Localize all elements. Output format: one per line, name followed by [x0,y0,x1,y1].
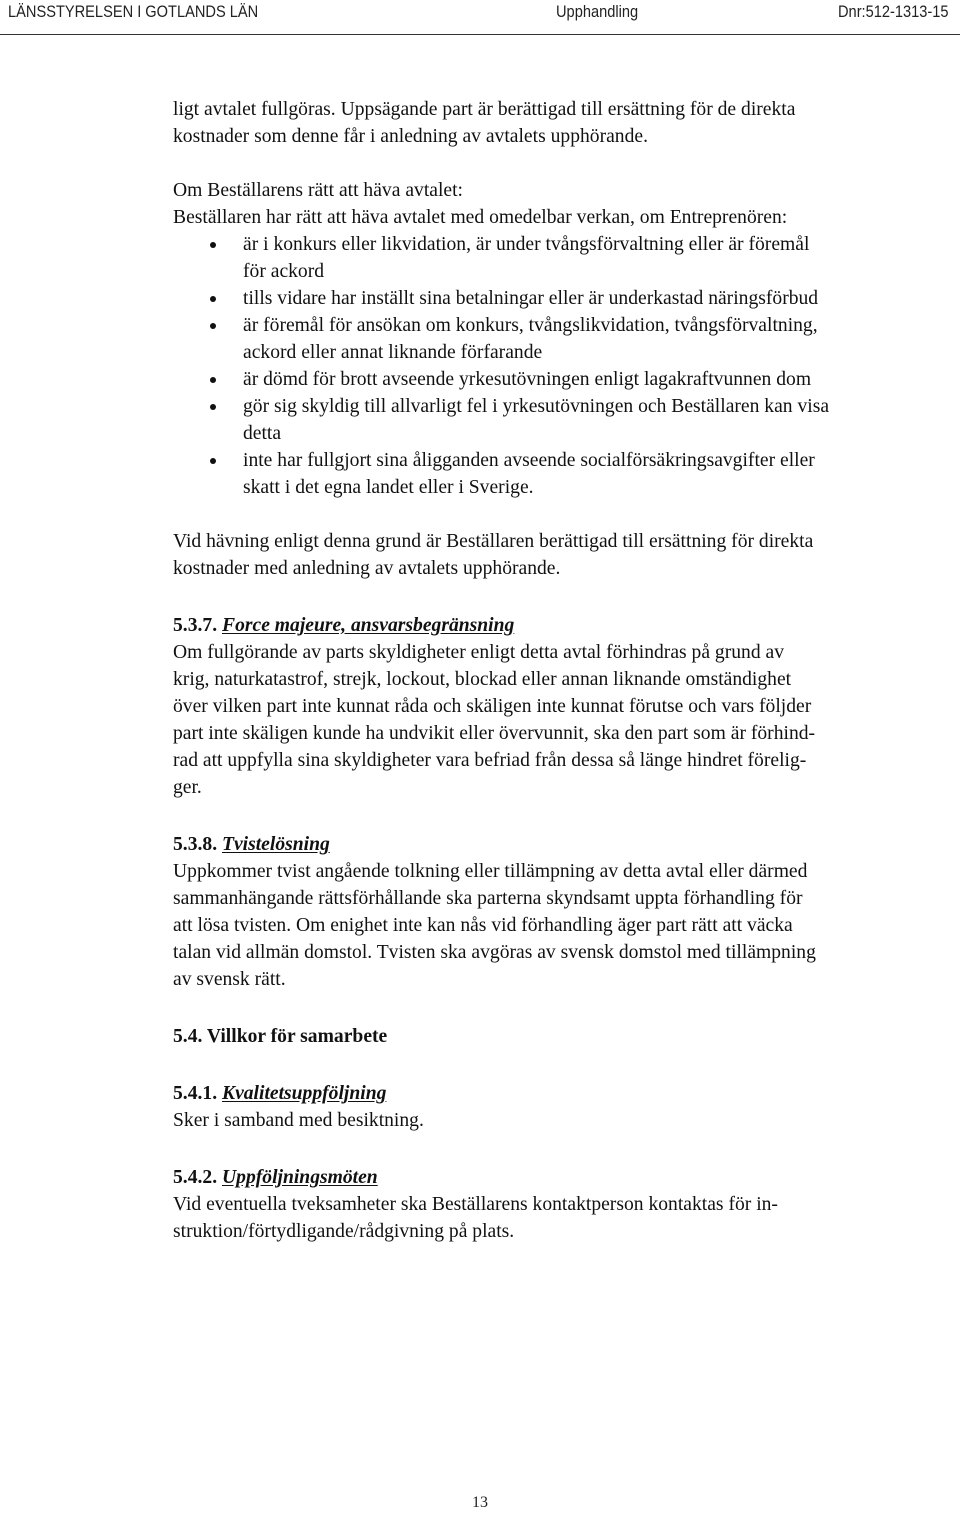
list-item [173,231,933,285]
header-organization: LÄNSSTYRELSEN I GOTLANDS LÄN [8,2,259,21]
section-title: Kvalitetsuppföljning [222,1083,387,1104]
text-line: inte har fullgjort sina åligganden avseende socialförsäkringsavgifter eller [243,450,815,471]
quality-paragraph [173,1107,933,1134]
text-line: detta [243,423,282,444]
header-section: Upphandling [556,2,639,21]
text-line: Uppkommer tvist angående tolkning eller tillämpning av detta avtal eller därmed [173,861,808,882]
meetings-paragraph [173,1191,933,1245]
text-line: tills vidare har inställt sina betalningar eller är underkastad näringsförbud [243,288,819,309]
text-line: talan vid allmän domstol. Tvisten ska avgöras av svensk domstol med tillämpning [173,942,816,963]
list-item [173,447,933,501]
text-line: ligt avtalet fullgöras. Uppsägande part är berättigad till ersättning för de direkta [173,99,796,120]
dispute-paragraph [173,858,933,993]
section-number: 5.4.2. [173,1167,218,1188]
section-title: Force majeure, ansvarsbegränsning [222,615,515,636]
text-line: rad att uppfylla sina skyldigheter vara befriad från dessa så länge hindret förelig- [173,750,807,771]
list-item [173,312,933,366]
section-heading-5-4: 5.4. Villkor för samarbete [173,1026,388,1047]
document-body [173,96,933,1245]
text-line: skatt i det egna landet eller i Sverige. [243,477,534,498]
text-line: ger. [173,777,202,798]
text-line: är i konkurs eller likvidation, är under tvångsförvaltning eller är föremål [243,234,810,255]
text-line: Om fullgörande av parts skyldigheter enligt detta avtal förhindras på grund av [173,642,785,663]
text-line: struktion/förtydligande/rådgivning på plats. [173,1221,515,1242]
header-divider [0,34,960,35]
section-heading-5-3-8 [173,831,933,858]
text-line: av svensk rätt. [173,969,286,990]
section-heading-5-4-2 [173,1164,933,1191]
text-line: över vilken part inte kunnat råda och skäligen inte kunnat förutse och vars följder [173,696,812,717]
list-item [173,366,933,393]
text-line: krig, naturkatastrof, strejk, lockout, blockad eller annan liknande omständighet [173,669,792,690]
text-line: sammanhängande rättsförhållande ska parterna skyndsamt uppta förhandling för [173,888,803,909]
cancel-conditions-list [173,231,933,501]
cancel-lead: Beställaren har rätt att häva avtalet med omedelbar verkan, om Entreprenören: [173,207,788,228]
intro-paragraph [173,96,933,150]
text-line: part inte skäligen kunde ha undvikit eller övervunnit, ska den part som är förhind- [173,723,816,744]
cancel-intro [173,177,933,231]
cancel-close-paragraph [173,528,933,582]
section-title: Tvistelösning [222,834,330,855]
text-line: kostnader med anledning av avtalets upphörande. [173,558,561,579]
text-line: att lösa tvisten. Om enighet inte kan nås vid förhandling äger part rätt att väcka [173,915,793,936]
text-line: gör sig skyldig till allvarligt fel i yrkesutövningen och Beställaren kan visa [243,396,830,417]
section-title: Uppföljningsmöten [222,1167,378,1188]
cancel-heading: Om Beställarens rätt att häva avtalet: [173,180,463,201]
text-line: för ackord [243,261,325,282]
section-number: 5.3.7. [173,615,218,636]
list-item [173,393,933,447]
text-line: är föremål för ansökan om konkurs, tvångslikvidation, tvångsförvaltning, [243,315,818,336]
text-line: Vid eventuella tveksamheter ska Beställarens kontaktperson kontaktas för in- [173,1194,778,1215]
section-heading-5-3-7 [173,612,933,639]
text-line: ackord eller annat liknande förfarande [243,342,543,363]
section-number: 5.4.1. [173,1083,218,1104]
text-line: Sker i samband med besiktning. [173,1110,424,1131]
section-heading-5-4-1 [173,1080,933,1107]
text-line: Vid hävning enligt denna grund är Beställaren berättigad till ersättning för direkta [173,531,814,552]
section-number: 5.3.8. [173,834,218,855]
text-line: kostnader som denne får i anledning av avtalets upphörande. [173,126,648,147]
page-header [0,0,960,36]
header-reference: Dnr:512-1313-15 [838,2,949,21]
list-item [173,285,933,312]
force-majeure-paragraph [173,639,933,801]
text-line: är dömd för brott avseende yrkesutövningen enligt lagakraftvunnen dom [243,369,812,390]
page-number: 13 [472,1494,488,1511]
